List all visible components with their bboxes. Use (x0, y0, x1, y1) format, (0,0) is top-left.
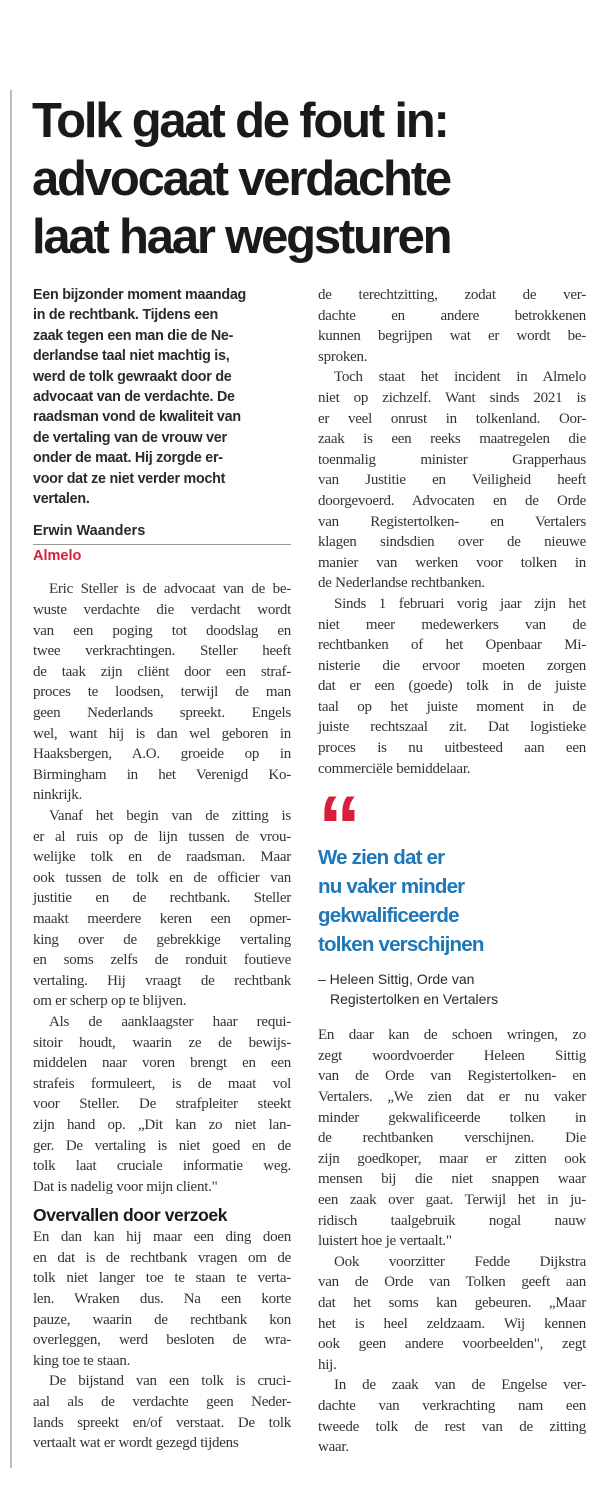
text-line: niet op zichzelf. Want sinds 2021 is (318, 389, 586, 406)
body-text (318, 1025, 586, 1457)
text-line: luistert hoe je vertaalt." (318, 1233, 452, 1250)
paragraph (33, 1371, 291, 1453)
text-line: overleggen, werd besloten de wra- (33, 1332, 291, 1349)
text-line: manier van werken voor tolken in (318, 554, 586, 571)
text-line: ook tussen de tolk en de officier van (33, 869, 291, 886)
pull-quote (318, 843, 586, 959)
text-line: zaak is een reeks maatregelen die (318, 431, 586, 448)
text-line: king over de gebrekkige vertaling (33, 931, 291, 948)
text-line: niet meer medewerkers van de (318, 616, 586, 633)
column-rule (10, 90, 12, 1468)
paragraph (318, 1025, 586, 1252)
text-line: om er scherp op te blijven. (33, 993, 187, 1010)
text-line: – Heleen Sittig, Orde van (318, 971, 475, 988)
text-line: van Justitie en Veiligheid heeft (318, 472, 586, 489)
text-line: sproken. (318, 348, 368, 365)
text-line: zaak tegen een man die de Ne- (33, 327, 234, 344)
text-line: proces te loodsen, terwijl de man (33, 684, 291, 701)
text-line: werd de tolk gewraakt door de (33, 368, 232, 385)
text-line: derlandse taal niet machtig is, (33, 348, 230, 365)
text-line: In de zaak van de Engelse ver- (334, 1377, 586, 1394)
text-line: Een bijzonder moment maandag (33, 287, 247, 303)
text-line: en dat is de rechtbank vragen om de (33, 1249, 291, 1266)
text-line: Eric Steller is de advocaat van de be- (49, 581, 291, 598)
body-text (318, 285, 586, 779)
left-column (33, 285, 291, 1454)
text-line: het is heel zeldzaam. Wij kennen (318, 1315, 586, 1332)
text-line: van Registertolken- en Vertalers (318, 513, 586, 530)
text-line: vertalen. (33, 491, 90, 508)
text-line: zijn goedkoper, maar er zitten ook (318, 1150, 586, 1167)
text-line: de Nederlandse rechtbanken. (318, 575, 485, 592)
text-line: taal op het juiste moment in de (318, 698, 586, 715)
text-line: ger. De vertaling is niet goed en de (33, 1137, 291, 1154)
paragraph (318, 594, 586, 779)
text-line: len. Wraken dus. Na een korte (33, 1291, 291, 1308)
text-line: en soms zelfs de ronduit foutieve (33, 952, 291, 969)
text-line: twee verkrachtingen. Steller heeft (33, 643, 291, 660)
text-line: de taak zijn cliënt door een straf- (33, 663, 291, 680)
text-line: Ook voorzitter Fedde Dijkstra (334, 1253, 586, 1270)
text-line: En daar kan de schoen wringen, zo (318, 1027, 586, 1044)
text-line: vertaalt wat er wordt gezegd tijdens (33, 1435, 239, 1452)
text-line: welijke tolk en de raadsman. Maar (33, 849, 291, 866)
text-line: En dan kan hij maar een ding doen (33, 1229, 291, 1246)
text-line: Haaksbergen, A.O. groeide op in (33, 746, 291, 763)
text-line: Birmingham in het Verenigd Ko- (33, 766, 291, 783)
text-line: advocaat van de verdachte. De (33, 389, 235, 406)
text-line: minder gekwalificeerde tolken in (318, 1109, 586, 1126)
text-line: laat haar wegsturen (32, 210, 451, 264)
text-line: voor Steller. De strafpleiter steekt (33, 1096, 291, 1113)
text-line: tolk niet langer toe te staan te verta- (33, 1270, 291, 1287)
text-line: sitoir houdt, waarin ze de bewijs- (33, 1034, 291, 1051)
text-line: er al ruis op de lijn tussen de vrou- (33, 828, 291, 845)
text-line: voor dat ze niet verder mocht (33, 470, 226, 487)
paragraph (318, 1375, 586, 1457)
text-line: gekwalificeerde (318, 904, 459, 928)
text-line: in de rechtbank. Tijdens een (33, 307, 219, 324)
text-line: lands spreekt en/of verstaat. De tolk (33, 1414, 291, 1431)
text-line: er veel onrust in tolkenland. Oor- (318, 410, 586, 427)
text-line: pauze, waarin de rechtbank kon (33, 1311, 291, 1328)
headline (32, 92, 592, 266)
paragraph (33, 806, 291, 1012)
text-line: zegt woordvoerder Heleen Sittig (318, 1047, 586, 1064)
text-line: Vertalers. „We zien dat er nu vaker (318, 1089, 586, 1106)
text-line: Toch staat het incident in Almelo (334, 369, 586, 386)
text-line: ridisch taalgebruik nogal nauw (318, 1212, 586, 1229)
text-line: De bijstand van een tolk is cruci- (49, 1373, 291, 1390)
quote-mark-icon: “ (318, 779, 355, 876)
text-line: rechtbanken of het Openbaar Mi- (318, 637, 586, 654)
text-line: nu vaker minder (318, 875, 465, 899)
text-line: doorgevoerd. Advocaten en de Orde (318, 492, 586, 509)
text-line: ninkrijk. (33, 787, 82, 804)
text-line: de terechtzitting, zodat de ver- (318, 287, 586, 303)
text-line: onder de maat. Hij zorgde er- (33, 450, 223, 467)
text-line: proces is nu uitbesteed aan een (318, 740, 586, 757)
text-line: klagen sindsdien over de nieuwe (318, 534, 586, 551)
right-column (318, 285, 586, 1458)
text-line: de vertaling van de vrouw ver (33, 429, 227, 446)
text-line: Als de aanklaagster haar requi- (49, 1013, 291, 1030)
text-line: tolk laat cruciale informatie weg. (33, 1158, 291, 1175)
text-line: kunnen begrijpen wat er wordt be- (318, 328, 586, 345)
paragraph (318, 367, 586, 594)
text-line: de rechtbanken verschijnen. Die (318, 1130, 586, 1147)
text-line: hij. (318, 1356, 337, 1373)
text-line: vertaling. Hij vraagt de rechtbank (33, 972, 291, 989)
text-line: maakt meerdere keren een opmer- (33, 910, 291, 927)
text-line: dachte en andere betrokkenen (318, 307, 586, 324)
author-byline: Erwin Waanders (33, 521, 291, 545)
text-line: king toe te staan. (33, 1352, 131, 1369)
text-line: We zien dat er (318, 846, 445, 870)
text-line: geen Nederlands spreekt. Engels (33, 705, 291, 722)
text-line: strafeis formuleert, is de maat vol (33, 1075, 291, 1092)
text-line: aal als de verdachte geen Neder- (33, 1394, 291, 1411)
text-line: van de Orde van Tolken geeft aan (318, 1274, 586, 1291)
text-line: middelen naar voren brengt en een (33, 1055, 291, 1072)
text-line: Dat is nadelig voor mijn client." (33, 1178, 218, 1195)
text-line: een zaak over gaat. Terwijl het in ju- (318, 1192, 586, 1208)
text-line: Registertolken en Vertalers (330, 991, 499, 1008)
text-line: tweede tolk de rest van de zitting (318, 1418, 586, 1435)
text-line: zijn hand op. „Dit kan zo niet lan- (33, 1116, 291, 1133)
text-line: dat het soms kan gebeuren. „Maar (318, 1294, 586, 1311)
text-line: ook geen andere voorbeelden", zegt (318, 1336, 586, 1353)
paragraph (33, 579, 291, 806)
lead-paragraph (33, 285, 291, 509)
text-line: dat er een (goede) tolk in de juiste (318, 678, 586, 695)
paragraph (33, 1227, 291, 1371)
body-text (33, 579, 291, 1197)
text-line: tolken verschijnen (318, 933, 484, 957)
paragraph (318, 1252, 586, 1376)
paragraph (33, 1012, 291, 1197)
text-line: wuste verdachte die verdacht wordt (33, 602, 291, 619)
text-line: Tolk gaat de fout in: (32, 94, 448, 148)
text-line: justitie en de rechtbank. Steller (33, 890, 291, 907)
text-line: toenmalig minister Grapperhaus (318, 451, 586, 468)
text-line: juiste rechtszaal zit. Dat logistieke (318, 719, 586, 736)
text-line: wel, want hij is dan wel geboren in (33, 725, 291, 742)
subheading: Overvallen door verzoek (33, 1205, 228, 1226)
quote-attribution (318, 969, 586, 1009)
text-line: van een poging tot doodslag en (33, 622, 291, 639)
paragraph (318, 285, 586, 367)
text-line: mensen bij die niet snappen waar (318, 1171, 586, 1188)
text-line: commerciële bemiddelaar. (318, 760, 471, 777)
text-line: van de Orde van Registertolken- en (318, 1068, 586, 1085)
text-line: waar. (318, 1439, 349, 1456)
text-line: raadsman vond de kwaliteit van (33, 409, 241, 426)
body-text (33, 1227, 291, 1454)
text-line: Sinds 1 februari vorig jaar zijn het (334, 595, 586, 612)
text-line: dachte van verkrachting nam een (318, 1397, 586, 1414)
dateline-location: Almelo (33, 548, 82, 565)
text-line: advocaat verdachte (32, 152, 450, 206)
text-line: Vanaf het begin van de zitting is (49, 808, 291, 824)
text-line: nisterie die ervoor moeten zorgen (318, 657, 586, 674)
